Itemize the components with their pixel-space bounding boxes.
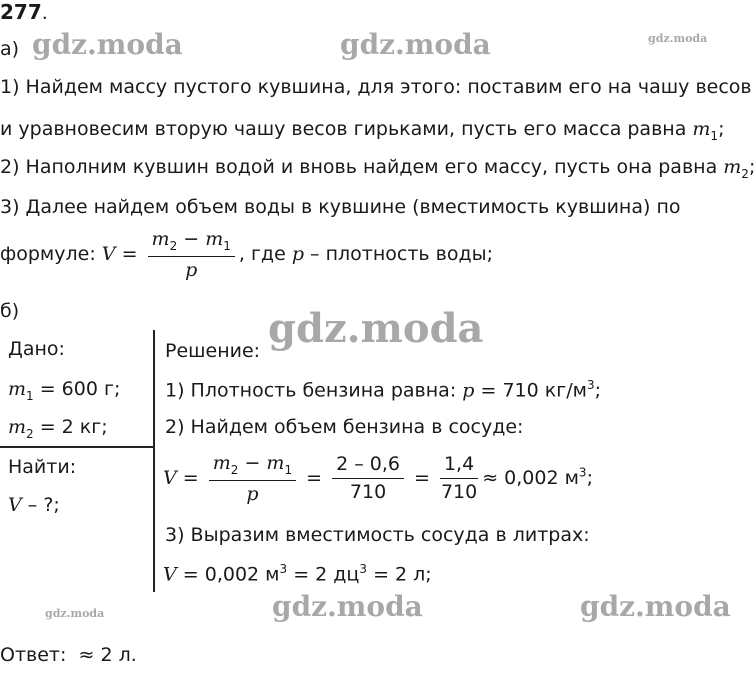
watermark: gdz.moda (32, 28, 183, 61)
volume-calc: V = $\frac{m_2 - m_1}{p}$ = $\frac{2 - 0,6}{710}$ = $\frac{1,4}{710}$ ≈ 0,002 $м^3$; (163, 452, 593, 505)
answer: Ответ: ≈ 2 л. (0, 644, 137, 666)
fraction: $\frac{m_2 - m_1}{p}$ (209, 452, 296, 505)
part-b-label: б) (0, 300, 20, 322)
part-a-line-1: 1) Найдем массу пустого кувшина, для этого: поставим его на чашу весов (0, 76, 752, 98)
given-m2: $m_2 = 2$ кг; (8, 416, 108, 441)
solution-title: Решение: (165, 340, 261, 362)
watermark: gdz.moda (268, 305, 484, 352)
find-title: Найти: (8, 456, 77, 478)
find-value: V – ?; (8, 494, 60, 516)
fraction: $\frac{2 - 0,6}{710}$ (332, 453, 404, 503)
litres-calc: V = 0,002 $м^3 = 2$ $дц^3 = 2$ л; (163, 562, 432, 586)
step-3: 3) Выразим вместимость сосуда в литрах: (165, 524, 590, 546)
given-m1: $m_1 = 600$ г; (8, 378, 121, 403)
part-a-line-3: 2) Наполним кувшин водой и вновь найдем его массу, пусть она равна $m_2$; (0, 156, 755, 181)
problem-title: 277. (0, 0, 48, 24)
watermark: gdz.moda (272, 590, 423, 623)
fraction: $\frac{m_2 - m_1}{p}$ (148, 228, 235, 281)
step-1: 1) Плотность бензина равна: p = 710 $кг/м^3$; (165, 378, 601, 402)
watermark: gdz.moda (340, 28, 491, 61)
part-a-line-4: 3) Далее найдем объем воды в кувшине (вместимость кувшина) по (0, 196, 681, 218)
part-a-formula-line: формуле: V = $\frac{m_2 - m_1}{p}$ , где p – плотность воды; (0, 228, 493, 281)
watermark: gdz.moda (648, 32, 708, 45)
part-a-label: а) (0, 38, 20, 60)
watermark: gdz.moda (45, 607, 105, 620)
step-2: 2) Найдем объем бензина в сосуде: (165, 416, 524, 438)
watermark: gdz.moda (580, 590, 731, 623)
divider-vertical (153, 330, 155, 592)
part-a-line-2: и уравновесим вторую чашу весов гирьками, пусть его масса равна $m_1$; (0, 118, 725, 143)
given-title: Дано: (8, 338, 65, 360)
fraction: $\frac{1,4}{710}$ (440, 453, 478, 504)
divider-horizontal (0, 446, 154, 448)
